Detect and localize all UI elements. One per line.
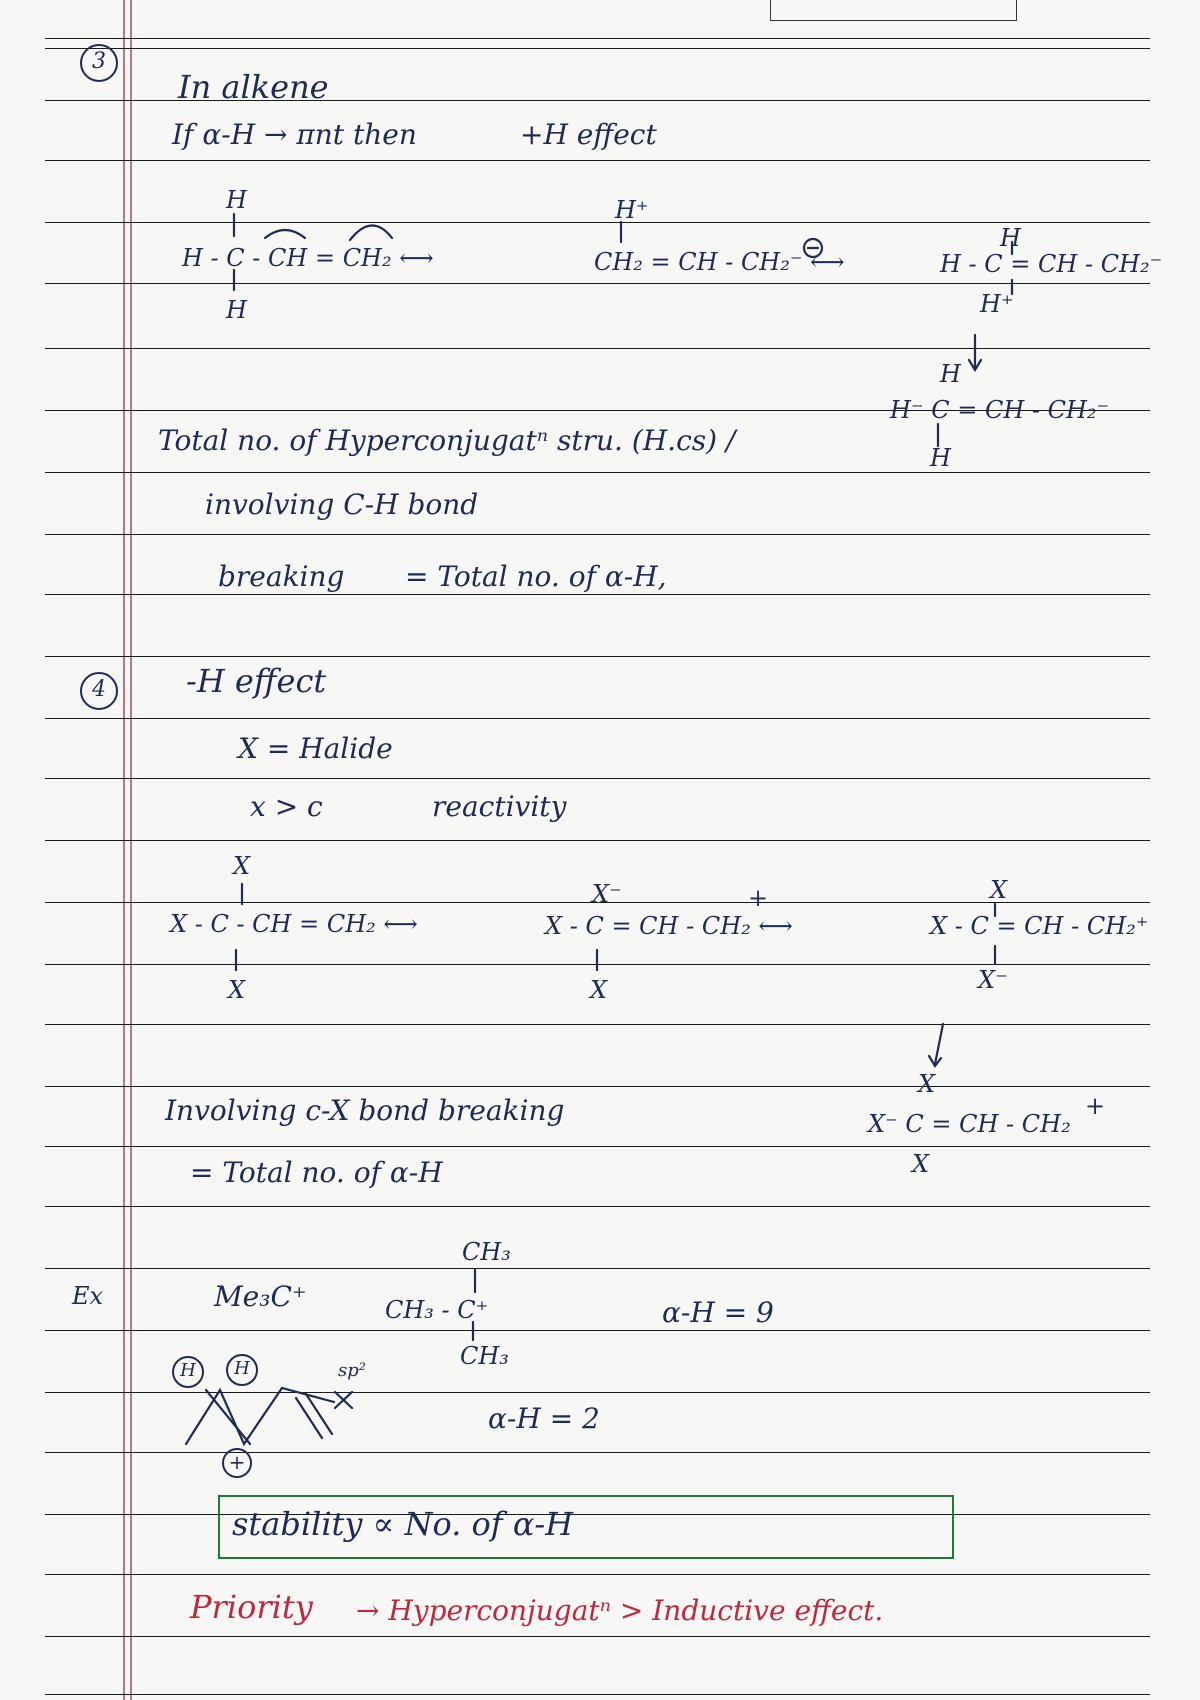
example-formula: Me₃C⁺	[214, 1280, 307, 1313]
section-number-4: 4	[80, 672, 118, 710]
struct1-formula: H - C - CH = CH₂ ⟷	[182, 244, 434, 272]
section3-rule-effect: +H effect	[520, 118, 657, 151]
struct3-formula: H - C = CH - CH₂⁻	[940, 250, 1163, 278]
example-struct-bottom: CH₃	[460, 1342, 509, 1370]
section4-order-word: reactivity	[432, 790, 567, 823]
curved-arrow-icon	[265, 230, 305, 238]
example-struct-top: CH₃	[462, 1238, 511, 1266]
example-struct-mid: CH₃ - C⁺	[385, 1296, 489, 1324]
skeletal-plus-charge: +	[222, 1448, 252, 1478]
example-label: Ex	[72, 1282, 104, 1310]
example-alpha-h2: α-H = 2	[488, 1402, 600, 1435]
section3-heading: In alkene	[178, 68, 329, 106]
priority-label: Priority	[190, 1588, 313, 1626]
section3-note-line3b: = Total no. of α-H,	[405, 560, 667, 593]
halide2-bottom: X	[590, 976, 608, 1004]
halide1-formula: X - C - CH = CH₂ ⟷	[170, 910, 418, 938]
struct4-h-bottom: H	[930, 444, 951, 472]
halide3-top: X	[990, 876, 1008, 904]
skeletal-chain-icon	[186, 1388, 334, 1444]
section3-note-line2: involving C-H bond	[205, 488, 479, 521]
skeletal-sp2-label: sp²	[338, 1360, 366, 1381]
section3-rule: If α-H → πnt then	[172, 118, 417, 151]
section4-note-line2: = Total no. of α-H	[190, 1156, 443, 1189]
halide4-bottom: X	[912, 1150, 930, 1178]
halide2-formula: X - C = CH - CH₂ ⟷	[545, 912, 793, 940]
example-alpha-h: α-H = 9	[662, 1296, 774, 1329]
section4-def: X = Halide	[238, 732, 393, 765]
halide3-formula: X - C = CH - CH₂⁺	[930, 912, 1149, 940]
section4-order: x > c	[250, 790, 323, 823]
halide2-top: X⁻	[592, 880, 622, 908]
skeletal-h-label: H	[226, 1354, 258, 1386]
section4-heading: -H effect	[186, 662, 327, 700]
struct3-h-top: H	[1000, 224, 1021, 252]
curved-arrow-icon	[350, 225, 392, 240]
section4-note-line1: Involving c-X bond breaking	[165, 1094, 565, 1127]
section3-note-line1: Total no. of Hyperconjugatⁿ stru. (H.cs) /	[158, 424, 736, 457]
halide3-bottom: X⁻	[978, 966, 1008, 994]
struct4-formula: H⁻ C = CH - CH₂⁻	[890, 396, 1110, 424]
priority-statement: → Hyperconjugatⁿ > Inductive effect.	[356, 1594, 884, 1627]
summary-box	[218, 1495, 954, 1559]
halide1-bottom: X	[228, 976, 246, 1004]
section3-note-line3a: breaking	[218, 560, 345, 593]
halide4-charge: +	[1085, 1092, 1106, 1120]
halide4-formula: X⁻ C = CH - CH₂	[868, 1110, 1071, 1138]
halide1-top: X	[233, 852, 251, 880]
summary-boxed-text: stability ∝ No. of α-H	[232, 1505, 574, 1543]
struct2-h-plus: H⁺	[615, 196, 649, 224]
struct2-formula: CH₂ = CH - CH₂⁻ ⟷	[594, 248, 845, 276]
struct1-h-top: H	[226, 186, 247, 214]
struct1-h-bottom: H	[226, 296, 247, 324]
struct4-h-top: H	[940, 360, 961, 388]
struct3-h-bottom: H⁺	[980, 290, 1014, 318]
section-number-3: 3	[80, 44, 118, 82]
halide2-charge: +	[748, 884, 769, 912]
skeletal-h-label: H	[172, 1356, 204, 1388]
halide4-top: X	[918, 1070, 936, 1098]
